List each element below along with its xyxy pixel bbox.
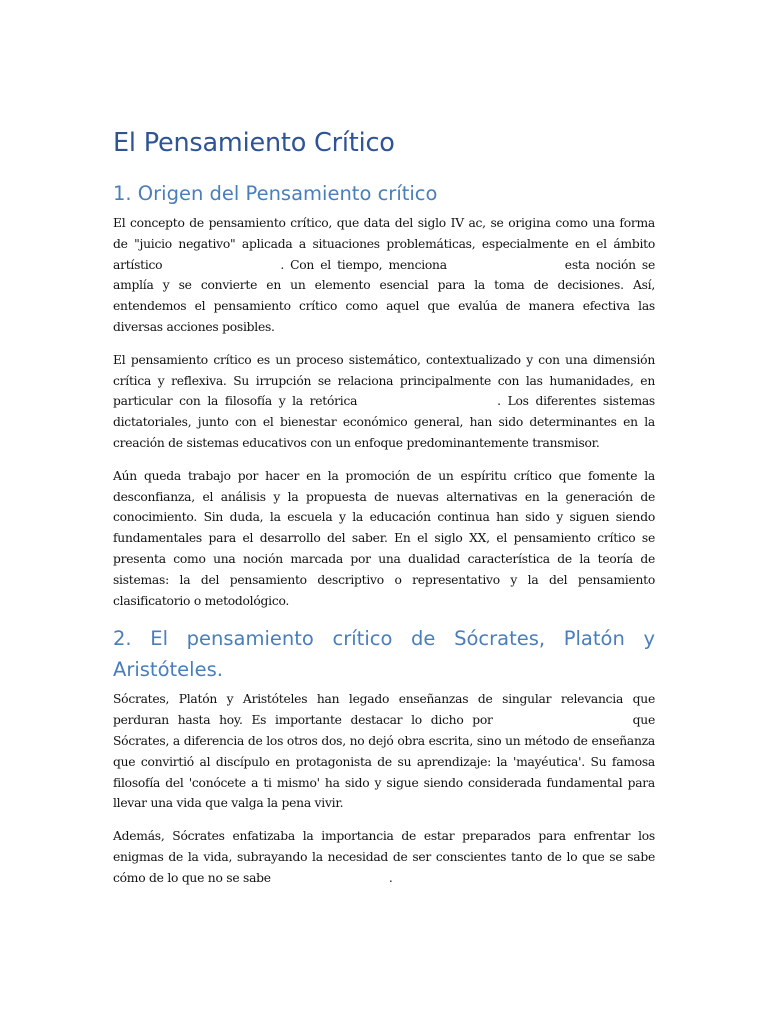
paragraph: Aún queda trabajo por hacer en la promoción de un espíritu crítico que fomente la desconfianza, el análisis y la propuesta de nuevas alternativas en la generación de conocimiento. Sin duda, la escuela y la educación continua han sido y siguen siendo fundamentales para el desarrollo del saber. En el siglo XX, el pensamiento crítico se presenta como una noción marcada por una dualidad característica de la teoría de sistemas: la del pensamiento descriptivo o representativo y la del pensamiento clasificatorio o metodológico. [113, 468, 655, 608]
paragraph-text: . Los diferentes sistemas dictatoriales, junto con el bienestar económico general, han sido determinantes en la creación de sistemas educativos con un enfoque predominantemente transmisor. [113, 394, 655, 450]
paragraph-text: El concepto de pensamiento crítico, que data del siglo IV ac, se origina como una forma de "juicio negativo" aplicada a situaciones problemáticas, especialmente en el ámbito artístico [113, 216, 655, 272]
paragraph [113, 350, 655, 454]
citation-gap [493, 723, 633, 724]
paragraph [113, 213, 655, 338]
paragraph-text: El pensamiento crítico es un proceso sistemático, contextualizado y con una dimensión crítica y reflexiva. Su irrupción se relaciona principalmente con las humanidades, en particular con la filosofía y la retórica [113, 352, 655, 409]
citation-gap [447, 268, 565, 269]
paragraph-text: Además, Sócrates enfatizaba la importancia de estar preparados para enfrentar los enigmas de la vida, subrayando la necesidad de ser conscientes tanto de lo que se sabe cómo de lo que no se sabe [113, 829, 655, 885]
paragraph [113, 826, 655, 888]
paragraph-text: que Sócrates, a diferencia de los otros dos, no dejó obra escrita, sino un método de enseñanza que convirtió al discípulo en protagonista de su aprendizaje: la 'mayéutica'. Su famosa filosofía del 'conócete a ti mismo' ha sido y sigue siendo considerada fundamental para llevar una vida que valga la pena vivir. [113, 713, 655, 811]
document-title: El Pensamiento Crítico [113, 128, 395, 158]
paragraph-text: esta noción se amplía y se convierte en un elemento esencial para la toma de decisiones. Así, entendemos el pensamiento crítico como aquel que evalúa de manera efectiva las diversas acciones posibles. [113, 257, 655, 334]
section-heading-socrates: 2. El pensamiento crítico de Sócrates, Platón y Aristóteles. [113, 627, 655, 682]
citation-gap [162, 268, 280, 269]
document-page [113, 126, 655, 889]
paragraph-text: . [388, 870, 393, 885]
citation-gap [357, 404, 497, 405]
section-heading-origen: 1. Origen del Pensamiento crítico [113, 182, 438, 205]
paragraph-text: . Con el tiempo, menciona [280, 257, 447, 272]
paragraph-text: Sócrates, Platón y Aristóteles han legado enseñanzas de singular relevancia que perduran hasta hoy. Es importante destacar lo dicho por [113, 692, 655, 728]
paragraph [113, 689, 655, 814]
citation-gap [271, 881, 389, 882]
